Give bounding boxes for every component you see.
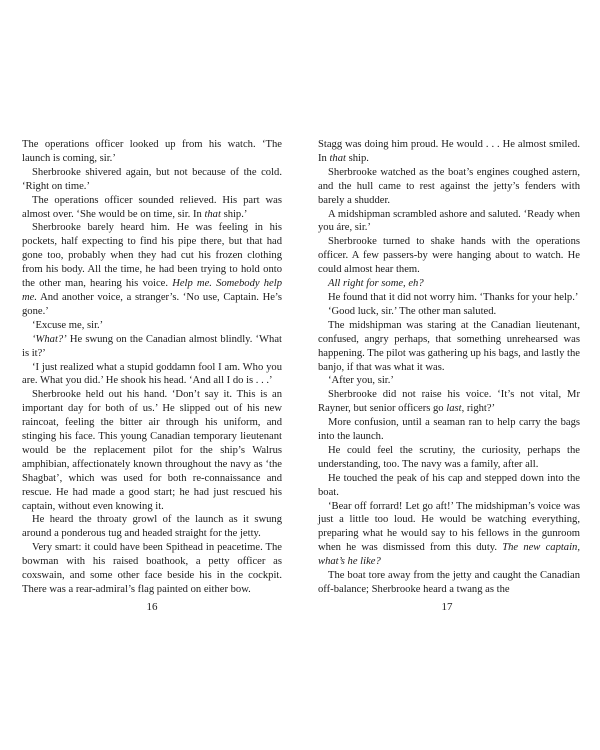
- paragraph: ‘Good luck, sir.’ The other man saluted.: [328, 305, 497, 317]
- paragraph: ‘Excuse me, sir.’: [32, 319, 104, 331]
- paragraph: Sherbrooke barely heard him. He was feeling in his pockets, half expecting to find his pipe there, but that had gone too, probably when they had cut his frozen clothing from his body. All the time, he had been trying to hold onto the other man, hearing his voice. Help me. Somebody help me. And another voice, a stranger’s. ‘No use, Captain. He’s gone.’: [22, 222, 282, 317]
- paragraph: More confusion, until a seaman ran to help carry the bags into the launch.: [318, 417, 580, 443]
- paragraph: ‘What?’ He swung on the Canadian almost blindly. ‘What is it?’: [22, 333, 282, 359]
- page-number-right: 17: [441, 601, 453, 613]
- paragraph: Stagg was doing him proud. He would . . . He almost smiled. In that ship.: [318, 139, 580, 164]
- paragraph: The operations officer sounded relieved. His part was almost over. ‘She would be on time, sir. In that ship.’: [22, 194, 282, 220]
- paragraph: He heard the throaty growl of the launch as it swung around a ponderous tug and headed straight for the jetty.: [22, 514, 282, 540]
- paragraph: The midshipman was staring at the Canadian lieutenant, confused, angry perhaps, that something unrehearsed was happening. The pilot was gathering up his bags, and lastly the banjo, if that was what it was.: [318, 319, 580, 373]
- paragraph: The boat tore away from the jetty and caught the Canadian off-balance; Sherbrooke heard a twang as the: [318, 570, 580, 595]
- paragraph: A midshipman scrambled ashore and saluted. ‘Ready when you áre, sir.’: [318, 208, 580, 234]
- paragraph: ‘Bear off forrard! Let go aft!’ The midshipman’s voice was just a little too loud. He would be watching everything, preparing what he would say to his fellows in the gunroom when he was dismissed from this duty. The new captain, what’s he like?: [318, 500, 580, 568]
- paragraph: ‘I just realized what a stupid goddamn fool I am. Who you are. What you did.’ He shook his head. ‘And all I do is . . .’: [22, 361, 282, 387]
- paragraph: Very smart: it could have been Spithead in peacetime. The bowman with his raised boathook, a petty officer as coxswain, and some other face beside his in the cockpit. There was a rear-admiral’s flag painted on either bow.: [22, 542, 282, 595]
- paragraph: The operations officer looked up from his watch. ‘The launch is coming, sir.’: [22, 139, 282, 164]
- paragraph: All right for some, eh?: [328, 278, 424, 290]
- paragraph: He could feel the scrutiny, the curiosity, perhaps the understanding, too. The navy was a family, after all.: [318, 444, 580, 470]
- paragraph: Sherbrooke did not raise his voice. ‘It’s not vital, Mr Rayner, but senior officers go last, right?’: [318, 389, 580, 415]
- paragraph: ‘After you, sir.’: [328, 375, 394, 387]
- paragraph: Sherbrooke turned to shake hands with the operations officer. A few passers-by were hanging about to watch. He could almost hear them.: [318, 236, 580, 276]
- paragraph: Sherbrooke shivered again, but not because of the cold. ‘Right on time.’: [22, 166, 282, 192]
- page-number-left: 16: [146, 601, 158, 613]
- right-page: [318, 138, 580, 597]
- left-page: [22, 138, 282, 597]
- paragraph: Sherbrooke watched as the boat’s engines coughed astern, and the hull came to rest against the jetty’s fenders with barely a shudder.: [318, 166, 580, 206]
- paragraph: He touched the peak of his cap and stepped down into the boat.: [318, 472, 580, 498]
- paragraph: He found that it did not worry him. ‘Thanks for your help.’: [328, 291, 579, 303]
- paragraph: Sherbrooke held out his hand. ‘Don’t say it. This is an important day for both of us.’ He slipped out of his new raincoat, feeling the bitter air through his uniform, and stinging his face. This young Canadian temporary lieutenant would be the replacement pilot for the ship’s Walrus amphibian, affectionately known throughout the navy as ‘the Shagbat’, which was used for both re-connaissance and rescue. He had made a good start; he had just rescued his captain, without even knowing it.: [22, 389, 282, 512]
